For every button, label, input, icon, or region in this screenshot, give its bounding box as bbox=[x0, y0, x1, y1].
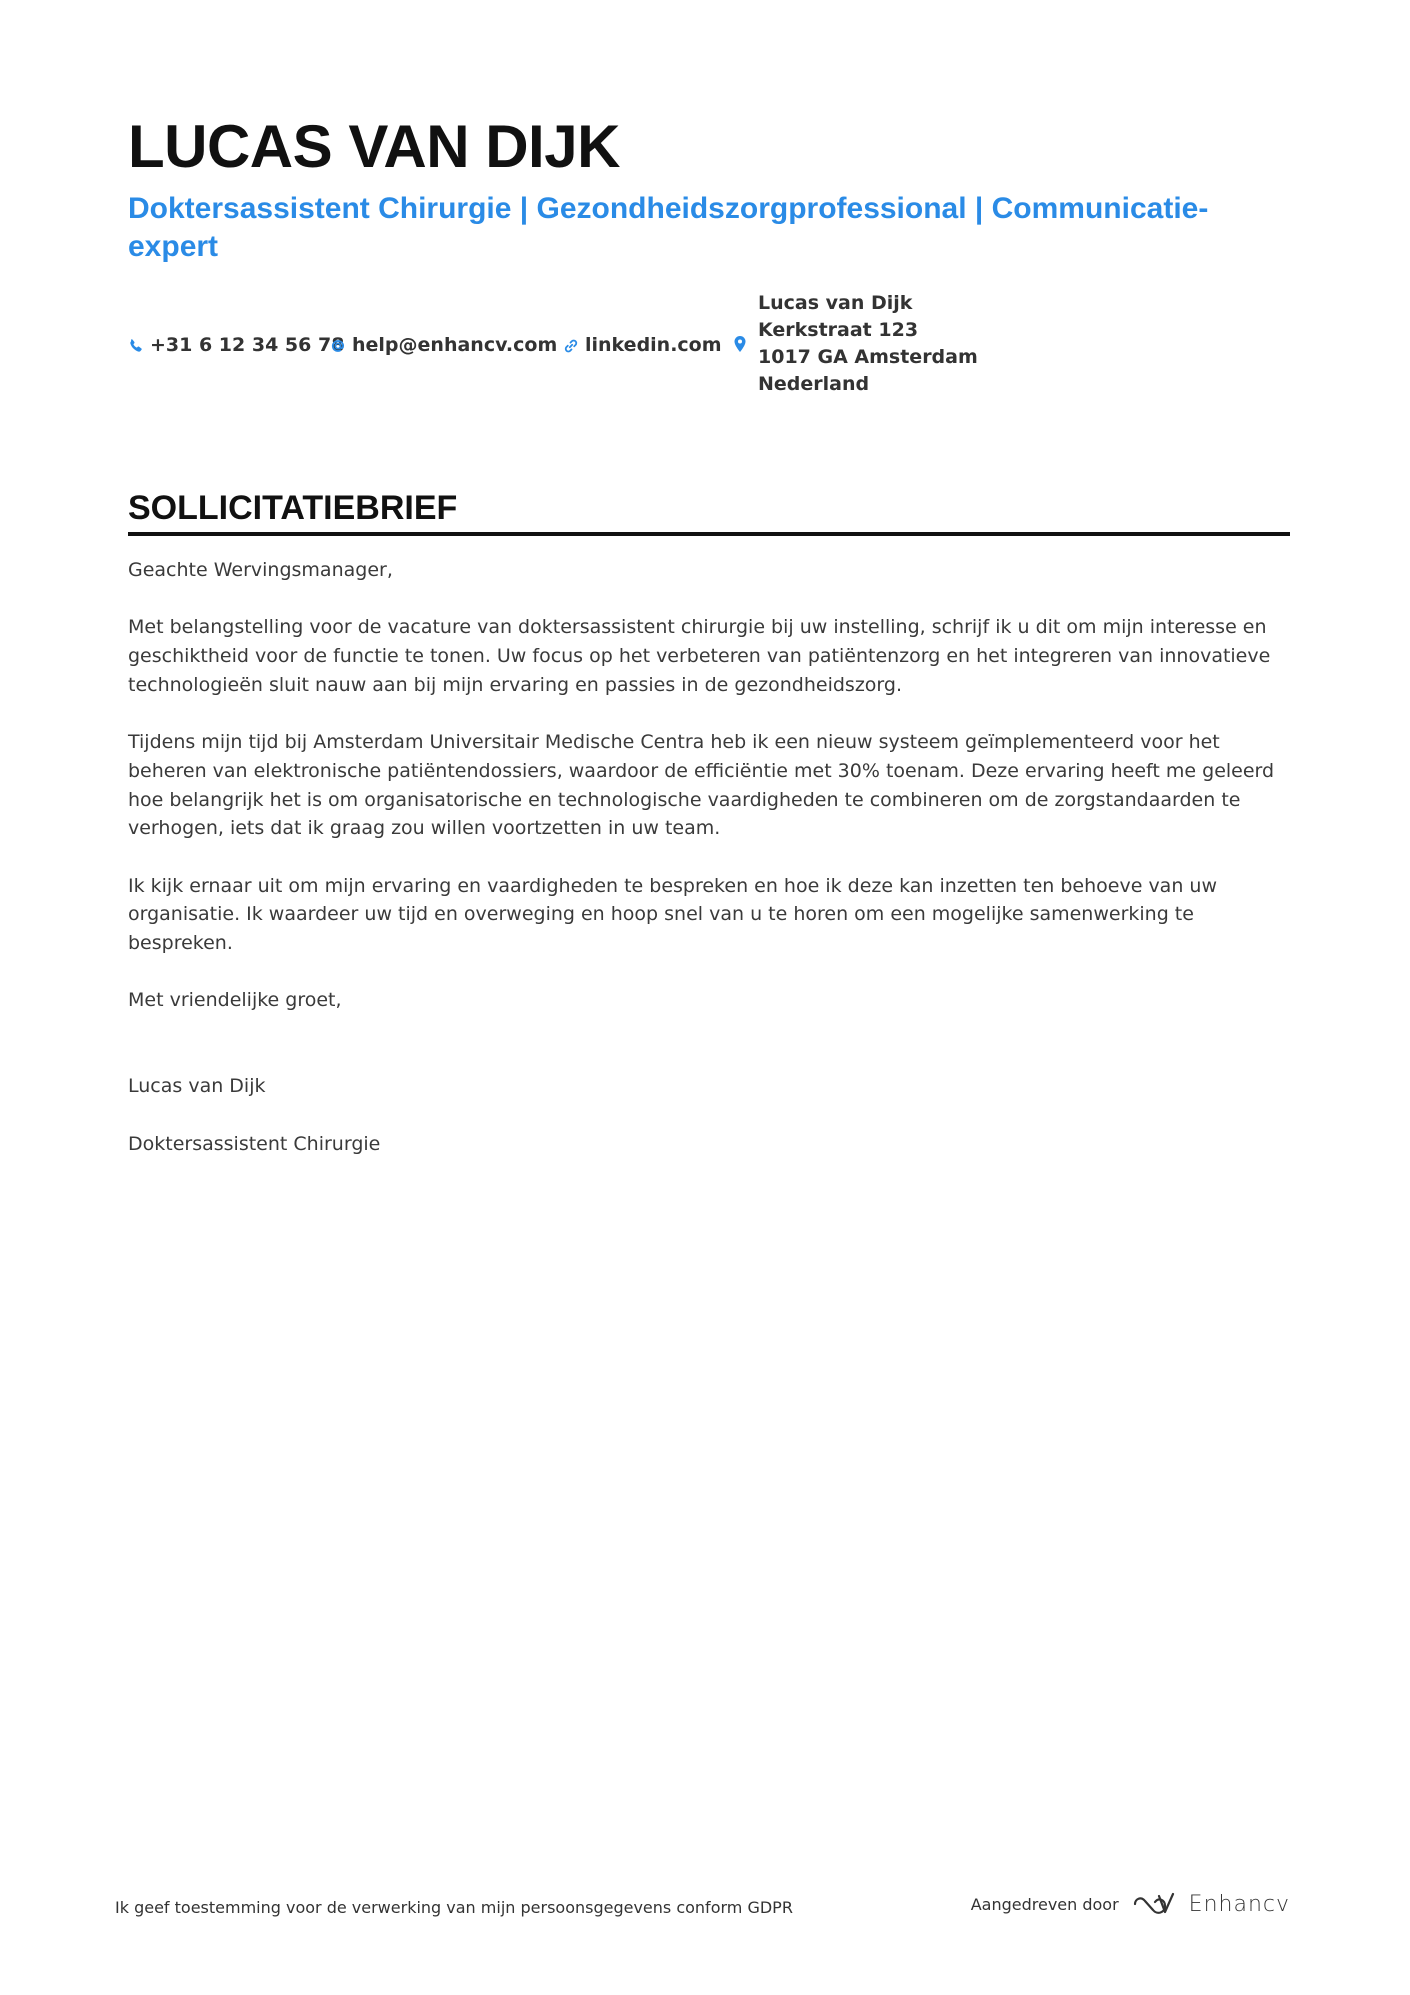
address-line: Kerkstraat 123 bbox=[758, 319, 919, 341]
contact-info bbox=[128, 290, 1290, 410]
section-title: SOLLICITATIEBRIEF bbox=[128, 488, 1290, 536]
location-pin-icon bbox=[732, 335, 748, 353]
applicant-name: LUCAS VAN DIJK bbox=[128, 113, 620, 180]
address-line: 1017 GA Amsterdam bbox=[758, 346, 978, 368]
contact-phone[interactable] bbox=[128, 332, 344, 359]
applicant-headline: Doktersassistent Chirurgie | Gezondheidszorgprofessional | Communicatie-expert bbox=[128, 192, 1209, 263]
signature-name: Lucas van Dijk bbox=[128, 1075, 266, 1098]
linkedin-text: linkedin.com bbox=[585, 334, 722, 356]
paragraph: Met belangstelling voor de vacature van doktersassistent chirurgie bij uw instelling, schrijf ik u dit om mijn interesse en geschiktheid voor de functie te tonen. Uw focus op het verbeteren van patiëntenzorg en het integreren van innovatieve technologieën sluit nauw aan bij mijn ervaring en passies in de gezondheidszorg. bbox=[128, 616, 1271, 696]
closing: Met vriendelijke groet, bbox=[128, 989, 342, 1012]
enhancv-logo-icon bbox=[1131, 1890, 1177, 1918]
paragraph: Tijdens mijn tijd bij Amsterdam Universitair Medische Centra heb ik een nieuw systeem geïmplementeerd voor het beheren van elektronische patiëntendossiers, waardoor de efficiëntie met 30% toenam. Deze ervaring heeft me geleerd hoe belangrijk het is om organisatorische en technologische vaardigheden te combineren om de zorgstandaarden te verhogen, iets dat ik graag zou willen voortzetten in uw team. bbox=[128, 731, 1275, 840]
address-line: Nederland bbox=[758, 373, 870, 395]
footer bbox=[115, 1890, 1290, 1930]
salutation: Geachte Wervingsmanager, bbox=[128, 559, 393, 581]
phone-text: +31 6 12 34 56 78 bbox=[150, 334, 345, 356]
powered-by-label: Aangedreven door bbox=[970, 1894, 1119, 1914]
address-lines bbox=[758, 290, 978, 398]
contact-email[interactable] bbox=[330, 332, 557, 359]
contact-linkedin[interactable] bbox=[563, 332, 722, 359]
link-icon bbox=[563, 338, 579, 354]
gdpr-consent: Ik geef toestemming voor de verwerking van mijn persoonsgegevens conform GDPR bbox=[115, 1898, 793, 1917]
signature-title: Doktersassistent Chirurgie bbox=[128, 1132, 381, 1155]
at-sign-icon bbox=[330, 338, 346, 354]
email-text: help@enhancv.com bbox=[352, 334, 558, 356]
letter-body bbox=[128, 556, 1290, 1187]
contact-address bbox=[732, 290, 978, 398]
phone-icon bbox=[128, 338, 144, 354]
address-line: Lucas van Dijk bbox=[758, 292, 913, 314]
paragraph: Ik kijk ernaar uit om mijn ervaring en vaardigheden te bespreken en hoe ik deze kan inzetten ten behoeve van uw organisatie. Ik waardeer uw tijd en overweging en hoop snel van u te horen om een mogelijke samenwerking te bespreken. bbox=[128, 874, 1217, 955]
enhancv-brand: Enhancv bbox=[1188, 1891, 1290, 1917]
powered-by[interactable] bbox=[971, 1890, 1290, 1918]
